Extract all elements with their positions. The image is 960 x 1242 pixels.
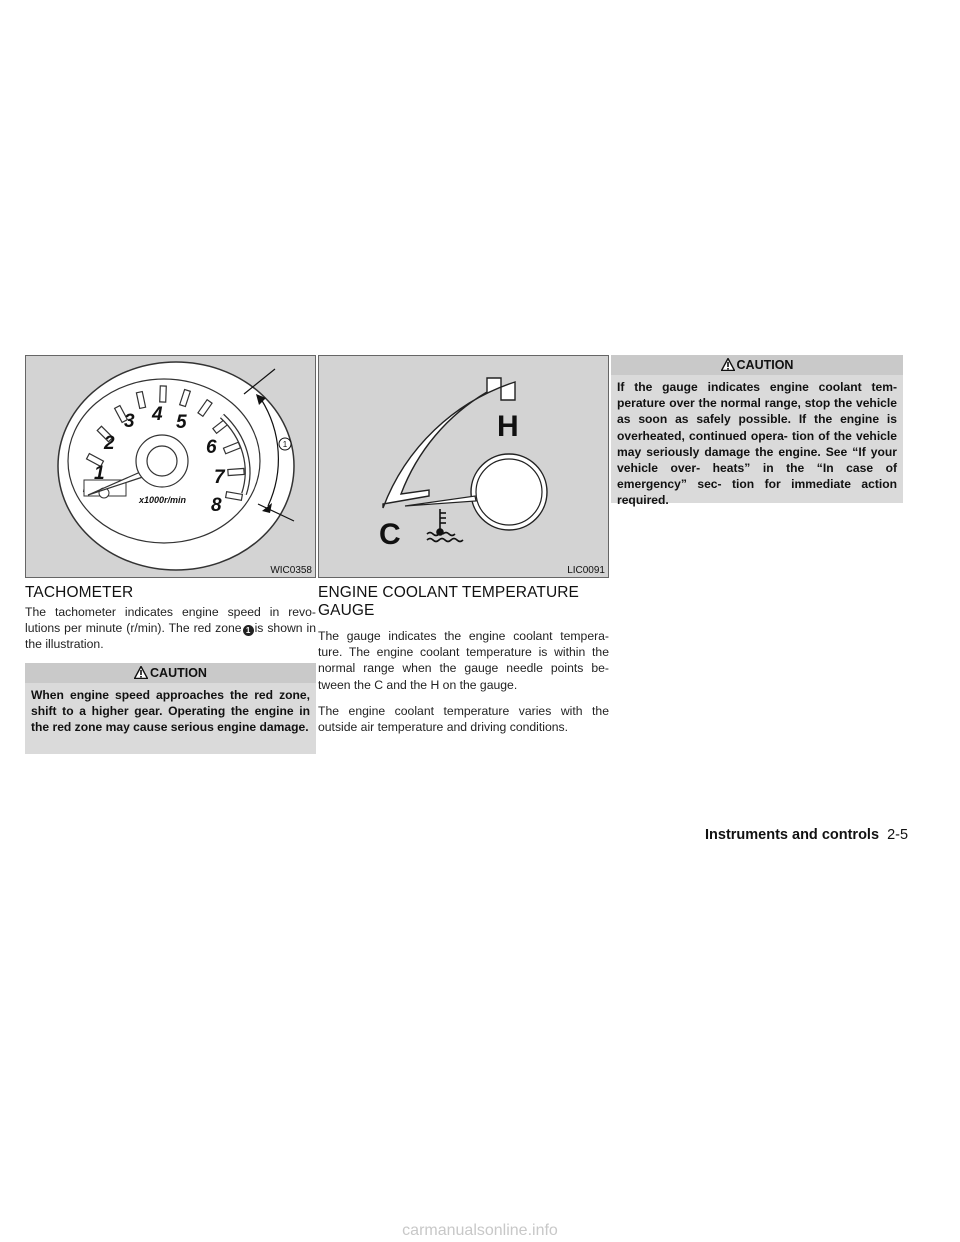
coolant-description-1: The gauge indicates the engine coolant tempera- ture. The engine coolant temperature is within the normal range when the gauge needle points be- tween the C and the H on the gauge. [318,629,609,692]
caution-text: When engine speed approaches the red zone, shift to a higher gear. Operating the engine in the red zone may cause serious engine damage. [25,683,316,754]
tachometer-illustration [26,356,315,577]
warning-icon [721,358,735,371]
coolant-temperature-icon [427,509,463,542]
red-zone-marker-icon: 1 [243,625,254,636]
tach-numeral-5: 5 [176,412,187,433]
cold-label: C [379,518,401,551]
tach-numeral-1: 1 [94,463,105,484]
page-footer [705,827,908,843]
page-number: 2-5 [887,827,909,843]
watermark: carmanualsonline.info [402,1222,558,1239]
figure-id: LIC0091 [567,565,605,576]
coolant-heading: ENGINE COOLANT TEMPERATURE GAUGE [318,584,579,619]
section-name: Instruments and controls [705,827,880,843]
red-zone-callout [279,438,291,450]
svg-text:1: 1 [282,440,288,449]
tach-numeral-8: 8 [211,495,222,516]
caution-header: CAUTION [25,663,316,683]
caution-text: If the gauge indicates engine coolant tem- perature over the normal range, stop the vehicle as soon as safely possible. If the engine is overheated, continued opera- tion of the vehicle may seriously damage the engine. See “If your vehicle over- heats” in the “In case of emergency” sec- tion for immediate action required. [611,375,903,503]
warning-icon [134,666,148,679]
tach-numeral-4: 4 [152,404,163,425]
tach-numeral-2: 2 [104,433,115,454]
tach-numeral-3: 3 [124,411,135,432]
coolant-gauge-figure [318,355,609,578]
coolant-description-2: The engine coolant temperature varies with the outside air temperature and driving conditions. [318,704,609,735]
tach-numeral-7: 7 [214,467,225,488]
tachometer-heading: TACHOMETER [25,584,134,601]
tachometer-figure [25,355,316,578]
caution-header: CAUTION [611,355,903,375]
tachometer-description: The tachometer indicates engine speed in revo- lutions per minute (r/min). The red zone 1 is shown in the illustration. [25,605,316,652]
hot-label: H [497,410,519,443]
tach-unit-label: x1000r/min [139,495,187,505]
tach-numeral-6: 6 [206,437,217,458]
coolant-gauge-illustration [319,356,608,577]
figure-id: WIC0358 [270,565,312,576]
